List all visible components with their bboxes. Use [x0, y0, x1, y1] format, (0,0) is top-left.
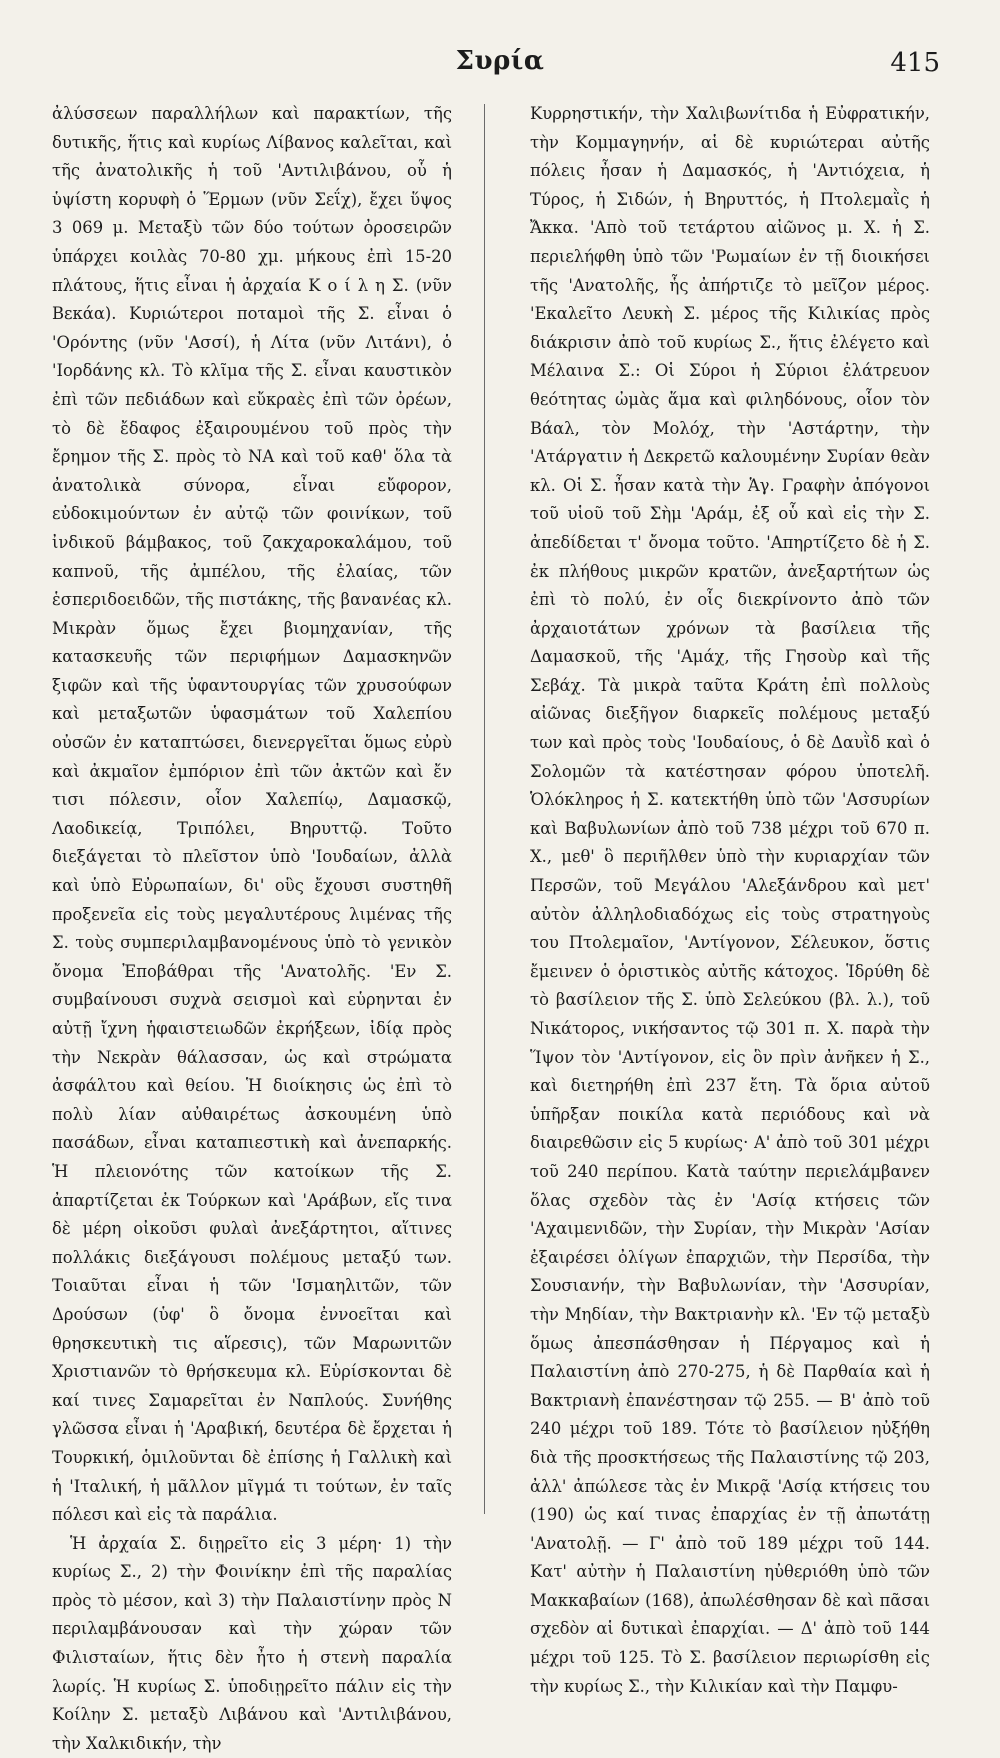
paragraph: ἀλύσσεων παραλλήλων καὶ παρακτίων, τῆς δυτικῆς, ἥτις καὶ κυρίως Λίβανος καλεῖται, καὶ τῆς ἀνατολικῆς ἡ τοῦ 'Αντιλιβάνου, οὗ ἡ ὑψίστη κορυφὴ ὁ Ἕρμων (νῦν Σεΐχ), ἔχει ὕψος 3 069 μ. Μεταξὺ τῶν δύο τούτων ὀροσειρῶν ὑπάρχει κοιλὰς 70-80 χμ. μήκους ἐπὶ 15-20 πλάτους, ἥτις εἶναι ἡ ἀρχαία Κ ο ί λ η Σ. (νῦν Βεκάα). Κυριώτεροι ποταμοὶ τῆς Σ. εἶναι ὁ 'Ορόντης (νῦν 'Ασσί), ἡ Λίτα (νῦν Λιτάνι), ὁ 'Ιορδάνης κλ. Τὸ κλῖμα τῆς Σ. εἶναι καυστικὸν ἐπὶ τῶν πεδιάδων καὶ εὔκραὲς ἐπὶ τῶν ὀρέων, τὸ δὲ ἔδαφος ἐξαιρουμένου τοῦ πρὸς τὴν ἔρημον τῆς Σ. πρὸς τὸ ΝΑ καὶ τοῦ καθ' ὅλα τὰ ἀνατολικὰ σύνορα, εἶναι εὔφορον, εὐδοκιμούντων ἐν αὐτῷ τῶν φοινίκων, τοῦ ἰνδικοῦ βάμβακος, τοῦ ζακχαροκαλάμου, τοῦ καπνοῦ, τῆς ἀμπέλου, τῆς ἐλαίας, τῶν ἑσπεριδοειδῶν, τῆς πιστάκης, τῆς βανανέας κλ. Μικρὰν ὅμως ἔχει βιομηχανίαν, τῆς κατασκευῆς τῶν περιφήμων Δαμασκηνῶν ξιφῶν καὶ τῆς ὑφαντουργίας τῶν χρυσούφων καὶ μεταξωτῶν ὑφασμάτων τοῦ Χαλεπίου οὐσῶν ἐν καταπτώσει, διενεργεῖται ὅμως εὐρὺ καὶ ἀκμαῖον ἐμπόριον ἐπὶ τῶν ἀκτῶν καὶ ἔν τισι πόλεσιν, οἷον Χαλεπίῳ, Δαμασκῷ, Λαοδικείᾳ, Τριπόλει, Βηρυττῷ. Τοῦτο διεξάγεται τὸ πλεῖστον ὑπὸ 'Ιουδαίων, ἀλλὰ καὶ ὑπὸ Εὐρωπαίων, δι' οὓς ἔχουσι συστηθῆ προξενεῖα εἰς τοὺς μεγαλυτέρους λιμένας τῆς Σ. τοὺς συμπεριλαμβανομένους ὑπὸ τὸ γενικὸν ὄνομα Ἐποβάθραι τῆς 'Ανατολῆς. 'Εν Σ. συμβαίνουσι συχνὰ σεισμοὶ καὶ εὑρηνται ἐν αὐτῇ ἴχνη ἡφαιστειωδῶν ἐκρήξεων, ἰδίᾳ πρὸς τὴν Νεκρὰν θάλασσαν, ὡς καὶ στρώματα ἀσφάλτου καὶ θείου. Ἡ διοίκησις ὡς ἐπὶ τὸ πολὺ λίαν αὐθαιρέτως ἀσκουμένη ὑπὸ πασάδων, εἶναι καταπιεστικὴ καὶ ἀνεπαρκής. Ἡ πλειονότης τῶν κατοίκων τῆς Σ. ἀπαρτίζεται ἐκ Τούρκων καὶ 'Αράβων, εἴς τινα δὲ μέρη οἰκοῦσι φυλαὶ ἀνεξάρτητοι, αἵτινες πολλάκις διεξάγουσι πολέμους μεταξύ των. Τοιαῦται εἶναι ἡ τῶν 'Ισμαηλιτῶν, τῶν Δρούσων (ὑφ' ὃ ὄνομα ἐννοεῖται καὶ θρησκευτικὴ τις αἵρεσις), τῶν Μαρωνιτῶν Χριστιανῶν τὸ θρήσκευμα κλ. Εὑρίσκονται δὲ καί τινες Σαμαρεῖται ἐν Ναπλούς. Συνήθης γλῶσσα εἶναι ἡ 'Αραβική, δευτέρα δὲ ἔρχεται ἡ Τουρκική, ὁμιλοῦνται δὲ ἐπίσης ἡ Γαλλικὴ καὶ ἡ 'Ιταλική, ἡ μᾶλλον μῖγμά τι τούτων, ἐν ταῖς πόλεσι καὶ εἰς τὰ παράλια.: [52, 104, 452, 1525]
running-head: [60, 46, 940, 86]
running-title: Συρία: [455, 46, 545, 76]
page-number: 415: [890, 48, 940, 78]
left-column: [52, 100, 452, 1758]
right-column: [530, 100, 930, 1701]
paragraph: Κυρρηστικήν, τὴν Χαλιβωνίτιδα ἡ Εὐφρατικήν, τὴν Κομμαγηνήν, αἱ δὲ κυριώτεραι αὐτῆς πόλεις ἦσαν ἡ Δαμασκός, ἡ 'Αντιόχεια, ἡ Τύρος, ἡ Σιδών, ἡ Βηρυττός, ἡ Πτολεμαῒς ἡ Ἄκκα. 'Απὸ τοῦ τετάρτου αἰῶνος μ. Χ. ἡ Σ. περιελήφθη ὑπὸ τῶν 'Ρωμαίων ἐν τῇ διοικήσει τῆς 'Ανατολῆς, ἧς ἀπήρτιζε τὸ μεῖζον μέρος. 'Εκαλεῖτο Λευκὴ Σ. μέρος τῆς Κιλικίας πρὸς διάκρισιν ἀπὸ τοῦ κυρίως Σ., ἥτις ἐλέγετο καὶ Μέλαινα Σ.: Οἱ Σύροι ἡ Σύριοι ἐλάτρευον θεότητας ὠμὰς ἅμα καὶ φιληδόνους, οἷον τὸν Βάαλ, τὸν Μολόχ, τὴν 'Αστάρτην, τὴν 'Ατάργατιν ἡ Δεκρετῶ καλουμένην Συρίαν θεὰν κλ. Οἱ Σ. ἦσαν κατὰ τὴν Ἁγ. Γραφὴν ἀπόγονοι τοῦ υἱοῦ τοῦ Σὴμ 'Αράμ, ἐξ οὗ καὶ εἰς τὴν Σ. ἀπεδίδεται τ' ὄνομα τοῦτο. 'Απηρτίζετο δὲ ἡ Σ. ἐκ πλήθους μικρῶν κρατῶν, ἀνεξαρτήτων ὡς ἐπὶ τὸ πολύ, ἐν οἷς διεκρίνοντο ἀπὸ τῶν ἀρχαιοτάτων χρόνων τὰ βασίλεια τῆς Δαμασκοῦ, τῆς 'Αμάχ, τῆς Γησοὺρ καὶ τῆς Σεβάχ. Τὰ μικρὰ ταῦτα Κράτη ἐπὶ πολλοὺς αἰῶνας διεξῆγον διαρκεῖς πολέμους μεταξύ των καὶ πρὸς τοὺς 'Ιουδαίους, ὁ δὲ Δαυῒδ καὶ ὁ Σολομῶν τὰ κατέστησαν φόρου ὑποτελῆ. Ὁλόκληρος ἡ Σ. κατεκτήθη ὑπὸ τῶν 'Ασσυρίων καὶ Βαβυλωνίων ἀπὸ τοῦ 738 μέχρι τοῦ 670 π. Χ., μεθ' ὃ περιῆλθεν ὑπὸ τὴν κυριαρχίαν τῶν Περσῶν, τοῦ Μεγάλου 'Αλεξάνδρου καὶ μετ' αὐτὸν ἀλληλοδιαδόχως εἰς τοὺς στρατηγοὺς του Πτολεμαῖον, 'Αντίγονον, Σέλευκον, ὅστις ἔμεινεν ὁ ὁριστικὸς αὐτῆς κάτοχος. Ἱδρύθη δὲ τὸ βασίλειον τῆς Σ. ὑπὸ Σελεύκου (βλ. λ.), τοῦ Νικάτορος, νικήσαντος τῷ 301 π. Χ. παρὰ τὴν Ἵψον τὸν 'Αντίγονον, εἰς ὃν πρὶν ἀνῆκεν ἡ Σ., καὶ διετηρήθη ἐπὶ 237 ἔτη. Τὰ ὅρια αὐτοῦ ὑπῆρξαν ποικίλα κατὰ περιόδους καὶ νὰ διαιρεθῶσιν εἰς 5 κυρίως· Α' ἀπὸ τοῦ 301 μέχρι τοῦ 240 περίπου. Κατὰ ταύτην περιελάμβανεν ὅλας σχεδὸν τὰς ἐν 'Ασίᾳ κτήσεις τῶν 'Αχαιμενιδῶν, τὴν Συρίαν, τὴν Μικρὰν 'Ασίαν ἐξαιρέσει ὀλίγων ἐπαρχιῶν, τὴν Περσίδα, τὴν Σουσιανήν, τὴν Βαβυλωνίαν, τὴν 'Ασσυρίαν, τὴν Μηδίαν, τὴν Βακτριανὴν κλ. 'Εν τῷ μεταξὺ ὅμως ἀπεσπάσθησαν ἡ Πέργαμος καὶ ἡ Παλαιστίνη ἀπὸ 270-275, ἡ δὲ Παρθαία καὶ ἡ Βακτριανὴ ἐπανέστησαν τῷ 255. — Β' ἀπὸ τοῦ 240 μέχρι τοῦ 189. Τότε τὸ βασίλειον ηὐξήθη διὰ τῆς προσκτήσεως τῆς Παλαιστίνης τῷ 203, ἀλλ' ἀπώλεσε τὰς ἐν Μικρᾷ 'Ασίᾳ κτήσεις του (190) ὡς καί τινας ἐπαρχίας ἐν τῇ ἀπωτάτῃ 'Ανατολῇ. — Γ' ἀπὸ τοῦ 189 μέχρι τοῦ 144. Κατ' αὐτὴν ἡ Παλαιστίνη ηὐθεριόθη ὑπὸ τῶν Μακκαβαίων (168), ἀπωλέσθησαν δὲ καὶ πᾶσαι σχεδὸν αἱ δυτικαὶ ἐπαρχίαι. — Δ' ἀπὸ τοῦ 144 μέχρι τοῦ 125. Τὸ Σ. βασίλειον περιωρίσθη εἰς τὴν κυρίως Σ., τὴν Κιλικίαν καὶ τὴν Παμφυ-: [530, 104, 930, 1696]
paragraph: Ἡ ἀρχαία Σ. διῃρεῖτο εἰς 3 μέρη· 1) τὴν κυρίως Σ., 2) τὴν Φοινίκην ἐπὶ τῆς παραλίας πρὸς τὸ μέσον, καὶ 3) τὴν Παλαιστίνην πρὸς Ν περιλαμβάνουσαν καὶ τὴν χώραν τῶν Φιλισταίων, ἥτις δὲν ἦτο ἡ στενὴ παραλία λωρίς. Ἡ κυρίως Σ. ὑποδιῃρεῖτο πάλιν εἰς τὴν Κοίλην Σ. μεταξὺ Λιβάνου καὶ 'Αντιλιβάνου, τὴν Χαλκιδικήν, τὴν: [52, 1533, 452, 1753]
column-divider: [484, 104, 485, 1514]
